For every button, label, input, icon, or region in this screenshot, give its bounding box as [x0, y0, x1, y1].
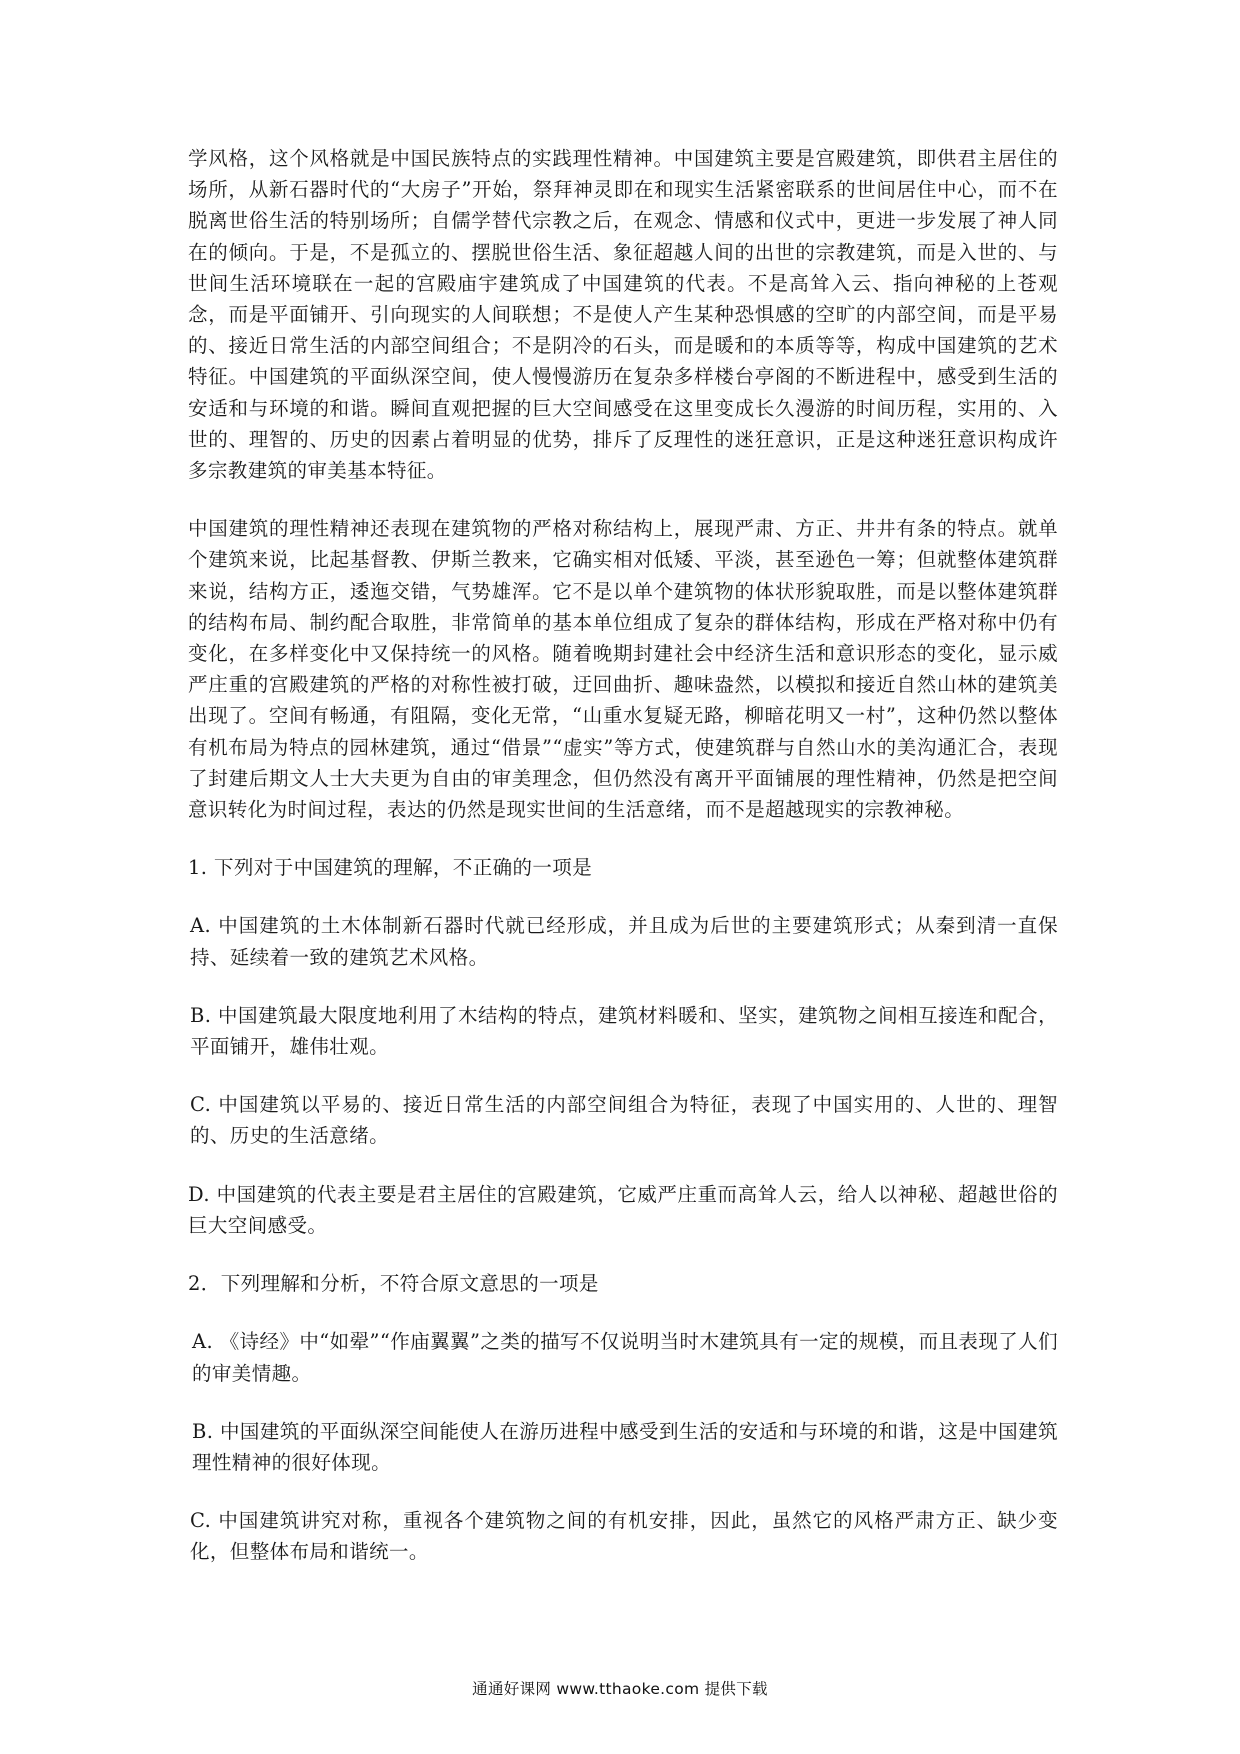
question-1-option-d: D. 中国建筑的代表主要是君主居住的宫殿建筑，它威严庄重而高耸人云，给人以神秘、超越世俗的巨大空间感受。	[188, 1182, 1058, 1237]
question-1-option-b: B. 中国建筑最大限度地利用了木结构的特点，建筑材料暖和、坚实，建筑物之间相互接连和配合，平面铺开，雄伟壮观。	[190, 1003, 1058, 1059]
passage-paragraph-1: 学风格，这个风格就是中国民族特点的实践理性精神。中国建筑主要是宫殿建筑，即供君主居住的场所，从新石器时代的“大房子”开始，祭拜神灵即在和现实生活紧密联系的世间居住中心，而不在脱离世俗生活的特别场所；自儒学替代宗教之后，在观念、情感和仪式中，更进一步发展了神人同在的倾向。于是，不是孤立的、摆脱世俗生活、象征超越人间的出世的宗教建筑，而是入世的、与世间生活环境联在一起的宫殿庙宇建筑成了中国建筑的代表。不是高耸入云、指向神秘的上苍观念，而是平面铺开、引向现实的人间联想；不是使人产生某种恐惧感的空旷的内部空间，而是平易的、接近日常生活的内部空间组合；不是阴冷的石头，而是暖和的本质等等，构成中国建筑的艺术特征。中国建筑的平面纵深空间，使人慢慢游历在复杂多样楼台亭阁的不断进程中，感受到生活的安适和与环境的和谐。瞬间直观把握的巨大空间感受在这里变成长久漫游的时间历程，实用的、入世的、理智的、历史的因素占着明显的优势，排斥了反理性的迷狂意识，正是这种迷狂意识构成许多宗教建筑的审美基本特征。	[188, 147, 1058, 483]
question-1-option-a: A. 中国建筑的土木体制新石器时代就已经形成，并且成为后世的主要建筑形式；从秦到清一直保持、延续着一致的建筑艺术风格。	[190, 914, 1058, 969]
question-2-option-b: B. 中国建筑的平面纵深空间能使人在游历进程中感受到生活的安适和与环境的和谐，这是中国建筑理性精神的很好体现。	[192, 1419, 1058, 1474]
question-1-option-c: C. 中国建筑以平易的、接近日常生活的内部空间组合为特征，表现了中国实用的、人世的、理智的、历史的生活意绪。	[190, 1093, 1058, 1148]
question-2-option-a: A. 《诗经》中“如翚”“作庙翼翼”之类的描写不仅说明当时木建筑具有一定的规模，而且表现了人们的审美情趣。	[192, 1330, 1058, 1385]
question-2-option-c: C. 中国建筑讲究对称，重视各个建筑物之间的有机安排，因此，虽然它的风格严肃方正、缺少变化，但整体布局和谐统一。	[190, 1509, 1058, 1564]
question-1-stem: 1. 下列对于中国建筑的理解，不正确的一项是	[188, 856, 593, 880]
question-2-stem: 2．下列理解和分析，不符合原文意思的一项是	[188, 1272, 599, 1296]
passage-paragraph-2: 中国建筑的理性精神还表现在建筑物的严格对称结构上，展现严肃、方正、井井有条的特点。就单个建筑来说，比起基督教、伊斯兰教来，它确实相对低矮、平淡，甚至逊色一筹；但就整体建筑群来说，结构方正，逶迤交错，气势雄浑。它不是以单个建筑物的体状形貌取胜，而是以整体建筑群的结构布局、制约配合取胜，非常简单的基本单位组成了复杂的群体结构，形成在严格对称中仍有变化，在多样变化中又保持统一的风格。随着晚期封建社会中经济生活和意识形态的变化，显示威严庄重的宫殿建筑的严格的对称性被打破，迂回曲折、趣味盎然，以模拟和接近自然山林的建筑美出现了。空间有畅通，有阻隔，变化无常，“山重水复疑无路，柳暗花明又一村”，这种仍然以整体有机布局为特点的园林建筑，通过“借景”“虚实”等方式，使建筑群与自然山水的美沟通汇合，表现了封建后期文人士大夫更为自由的审美理念，但仍然没有离开平面铺展的理性精神，仍然是把空间意识转化为时间过程，表达的仍然是现实世间的生活意绪，而不是超越现实的宗教神秘。	[188, 517, 1058, 822]
page-footer: 通通好课网 www.tthaoke.com 提供下载	[472, 1680, 768, 1698]
document-body	[188, 143, 1058, 1595]
